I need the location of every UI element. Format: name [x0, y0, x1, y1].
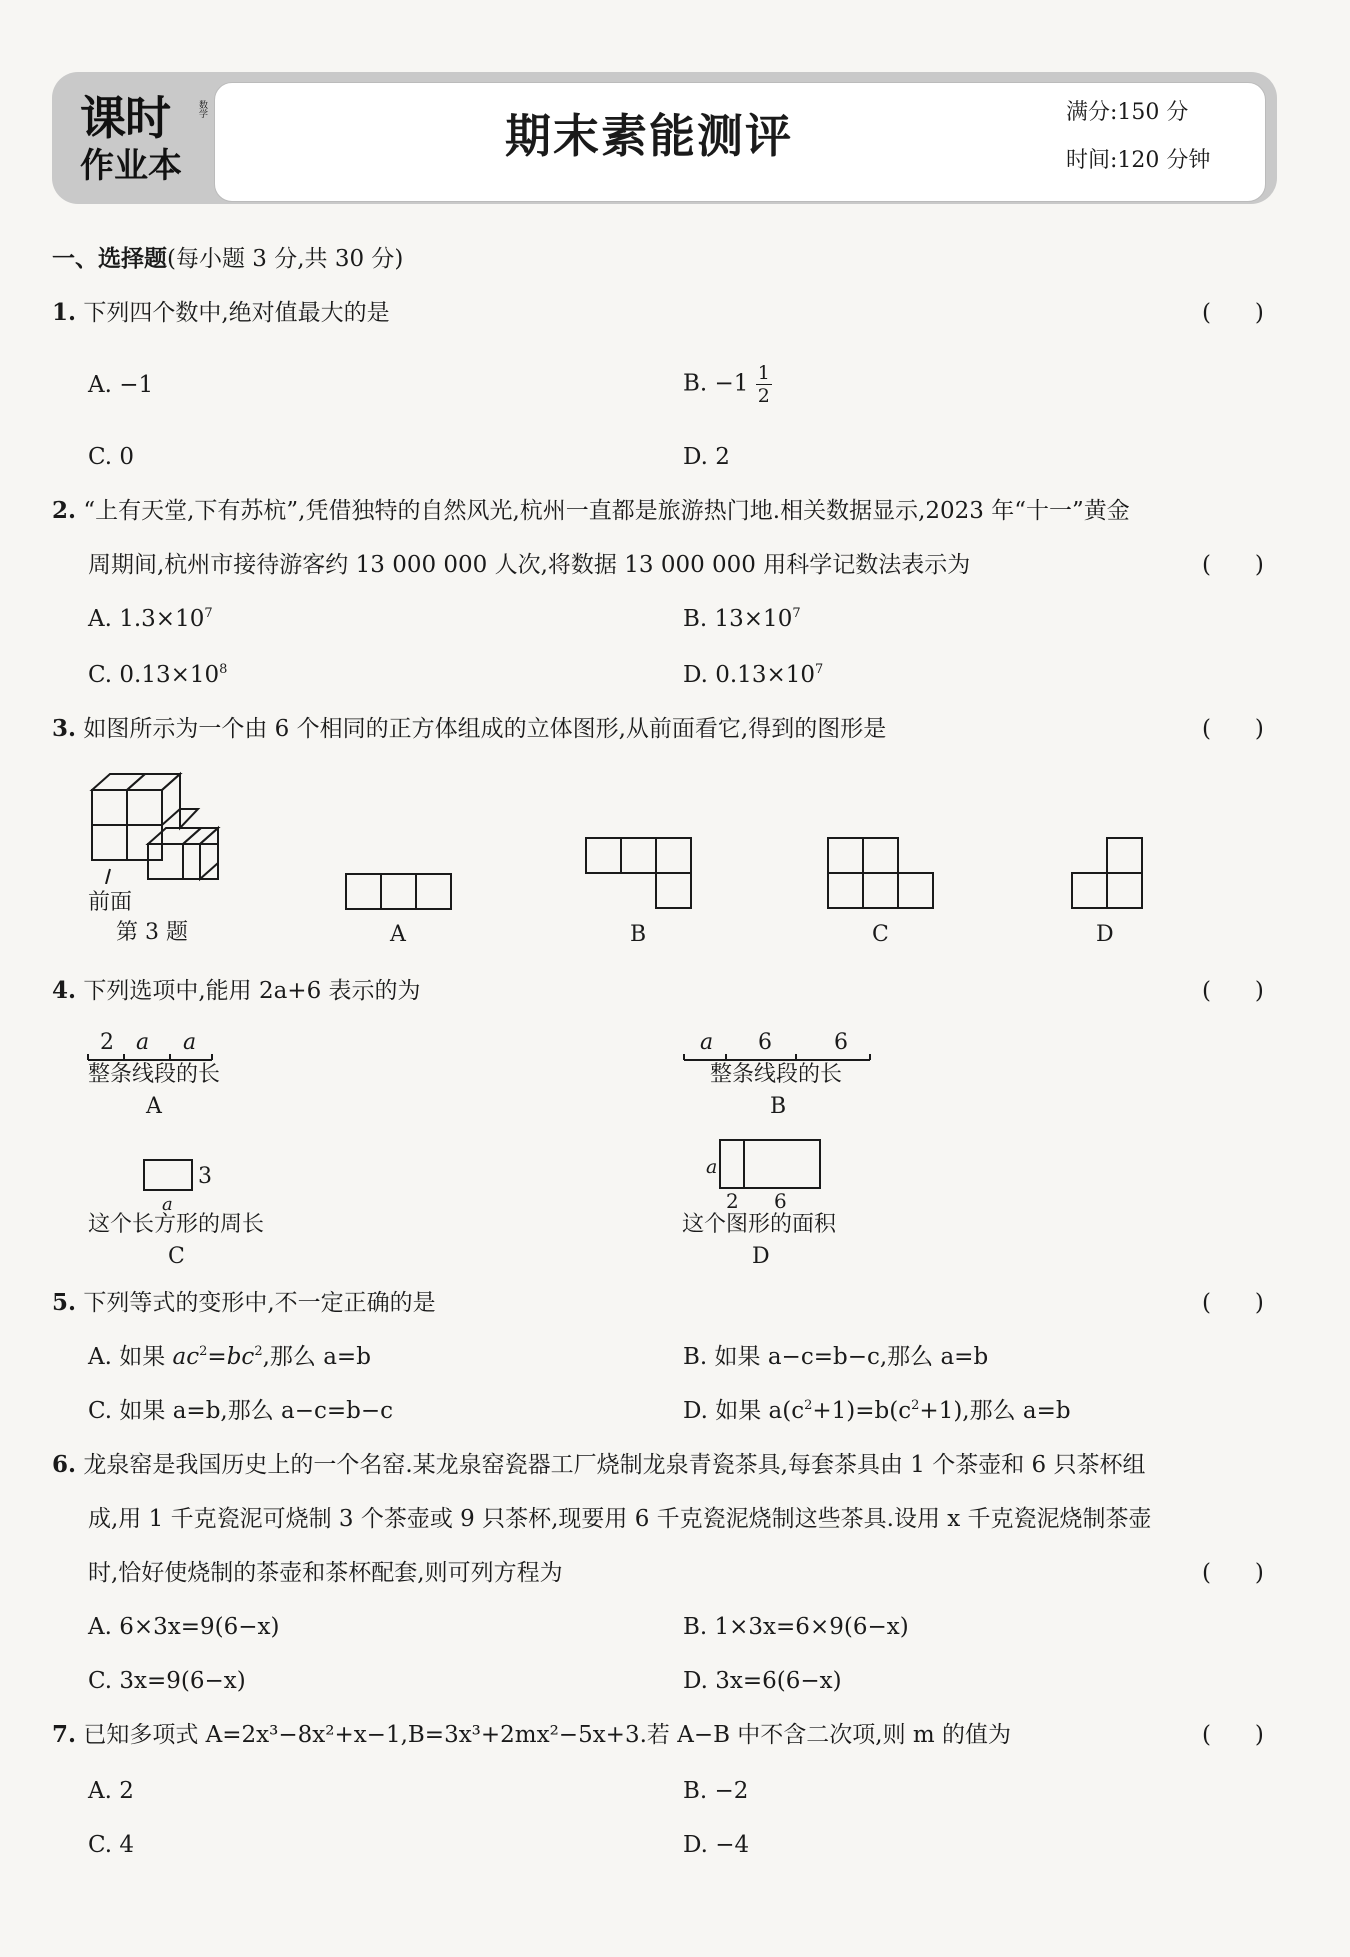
fraction-denominator: 2 [757, 385, 770, 407]
answer-blank-5[interactable]: ( ) [1202, 1290, 1264, 1316]
q1-option-c: C. 0 [88, 444, 135, 470]
option-tail: ,那么 a=b [262, 1344, 371, 1370]
brand-logo [72, 92, 212, 192]
q2-option-b [683, 604, 801, 634]
answer-blank-7[interactable]: ( ) [1202, 1722, 1264, 1748]
q1-option-a: A. −1 [88, 372, 154, 398]
q5-option-d: D. 如果 $a(c^2+1)=b(c^2+1)$,那么 a=b [683, 1398, 1071, 1424]
q5-option-b: B. 如果 a−c=b−c,那么 a=b [683, 1344, 989, 1370]
q4c-rectangle [140, 1158, 196, 1194]
q4b-seg-6b: 6 [834, 1030, 848, 1055]
question-stem-line1: “上有天堂,下有苏杭”,凭借独特的自然风光,杭州一直都是旅游热门地.相关数据显示,2023 年“十一”黄金 [83, 498, 1130, 524]
option-text: A. 如果 [88, 1344, 173, 1370]
option-text: A. 1.3×10 [88, 606, 205, 632]
q6-option-d: D. 3x=6(6−x) [683, 1668, 842, 1694]
q1-option-d: D. 2 [683, 444, 730, 470]
section-title: 一、选择题 [52, 245, 167, 272]
q4c-caption: 这个长方形的周长 [88, 1212, 265, 1237]
exam-time: 时间:120 分钟 [1066, 148, 1211, 173]
question-3 [52, 714, 886, 744]
answer-blank-4[interactable]: ( ) [1202, 978, 1264, 1004]
question-2 [52, 496, 1130, 526]
question-number: 7. [52, 1721, 77, 1748]
question-number: 1. [52, 299, 77, 326]
question-1 [52, 298, 390, 328]
q5-option-a: A. 如果 $ac^2=bc^2$,那么 a=b [88, 1344, 371, 1370]
option-b-prefix: B. −1 [683, 370, 749, 397]
q7-option-a: A. 2 [88, 1778, 134, 1804]
q2-option-c [88, 660, 227, 690]
fraction-one-half [756, 362, 772, 407]
q4c-bottom-a: a [162, 1194, 173, 1215]
question-stem: 已知多项式 A=2x³−8x²+x−1,B=3x³+2mx²−5x+3.若 A−B 中不含二次项,则 m 的值为 [83, 1722, 1012, 1748]
q3-label-b: B [630, 922, 647, 947]
q4-label-d: D [752, 1244, 770, 1269]
option-tail: +1),那么 a=b [919, 1398, 1071, 1424]
question-number: 3. [52, 715, 77, 742]
option-text: D. 0.13×10 [683, 662, 815, 688]
brand-line2: 作业本 [80, 146, 182, 186]
question-stem-line2: 周期间,杭州市接待游客约 13 000 000 人次,将数据 13 000 000 用科学记数法表示为 [88, 552, 971, 578]
page-title: 期末素能测评 [505, 109, 793, 163]
question-stem: 下列四个数中,绝对值最大的是 [83, 300, 390, 326]
q6-option-a: A. 6×3x=9(6−x) [88, 1614, 280, 1640]
question-stem: 下列等式的变形中,不一定正确的是 [83, 1290, 436, 1316]
q3-option-d-figure [1070, 836, 1146, 912]
q3-label-c: C [872, 922, 889, 947]
q5-option-c: C. 如果 a=b,那么 a−c=b−c [88, 1398, 394, 1424]
brand-line1: 课时 [80, 91, 170, 145]
front-label: 前面 [88, 890, 133, 915]
cube-solid-figure [80, 764, 230, 884]
question-stem-line1: 龙泉窑是我国历史上的一个名窑.某龙泉窑瓷器工厂烧制龙泉青瓷茶具,每套茶具由 1 个茶壶和 6 只茶杯组 [83, 1452, 1146, 1478]
q4b-caption: 整条线段的长 [710, 1062, 843, 1087]
question-number: 4. [52, 977, 77, 1004]
fraction-numerator: 1 [757, 362, 770, 384]
q6-option-b: B. 1×3x=6×9(6−x) [683, 1614, 909, 1640]
question-stem: 下列选项中,能用 2a+6 表示的为 [83, 978, 421, 1004]
q3-option-a-figure [344, 872, 454, 912]
answer-blank-6[interactable]: ( ) [1202, 1560, 1264, 1586]
q4a-caption: 整条线段的长 [88, 1062, 221, 1087]
q4a-seg-2: 2 [100, 1030, 114, 1055]
full-score: 满分:150 分 [1066, 100, 1189, 125]
q7-option-b: B. −2 [683, 1778, 749, 1804]
exponent: 7 [204, 606, 213, 621]
q4d-side-a: a [706, 1156, 718, 1178]
q1-option-b [683, 362, 772, 407]
question-number: 6. [52, 1451, 77, 1478]
question-stem-line2: 成,用 1 千克瓷泥可烧制 3 个茶壶或 9 只茶杯,现要用 6 千克瓷泥烧制这些茶具.设用 x 千克瓷泥烧制茶壶 [88, 1506, 1152, 1532]
q7-option-c: C. 4 [88, 1832, 135, 1858]
q4-label-b: B [770, 1094, 787, 1119]
q4a-seg-a2: a [183, 1030, 197, 1055]
answer-blank-1[interactable]: ( ) [1202, 300, 1264, 326]
exponent: 7 [815, 662, 824, 677]
answer-blank-2[interactable]: ( ) [1202, 552, 1264, 578]
q2-option-d [683, 660, 823, 690]
question-number: 2. [52, 497, 77, 524]
q4a-seg-a1: a [136, 1030, 150, 1055]
q4d-bottom-6: 6 [774, 1189, 787, 1213]
q4b-seg-a: a [700, 1030, 714, 1055]
question-5 [52, 1288, 436, 1318]
exponent: 7 [792, 606, 801, 621]
q3-label-d: D [1096, 922, 1114, 947]
q6-option-c: C. 3x=9(6−x) [88, 1668, 246, 1694]
q4c-side-3: 3 [198, 1164, 212, 1189]
question-7 [52, 1720, 1011, 1750]
section-note: (每小题 3 分,共 30 分) [167, 246, 404, 272]
exponent: 8 [219, 662, 228, 677]
q4d-composite-rectangle [718, 1138, 824, 1192]
question-stem-line3: 时,恰好使烧制的茶壶和茶杯配套,则可列方程为 [88, 1560, 563, 1586]
question-4 [52, 976, 421, 1006]
option-text: B. 13×10 [683, 606, 793, 632]
q4d-bottom-2: 2 [726, 1189, 739, 1213]
question-6 [52, 1450, 1145, 1480]
q4d-caption: 这个图形的面积 [682, 1212, 837, 1237]
section-heading [52, 244, 403, 274]
option-text: D. 如果 a(c [683, 1398, 805, 1424]
brand-small: 数学 [197, 100, 207, 118]
q2-option-a [88, 604, 213, 634]
q4b-seg-6a: 6 [758, 1030, 772, 1055]
q3-label-a: A [390, 922, 406, 947]
question-number: 5. [52, 1289, 77, 1316]
q3-option-c-figure [826, 836, 936, 912]
answer-blank-3[interactable]: ( ) [1202, 716, 1264, 742]
q4-label-a: A [146, 1094, 162, 1119]
option-mid: +1)=b(c [812, 1398, 912, 1424]
q7-option-d: D. −4 [683, 1832, 750, 1858]
figure-caption: 第 3 题 [116, 920, 188, 945]
q4-label-c: C [168, 1244, 185, 1269]
option-text: C. 0.13×10 [88, 662, 220, 688]
question-stem: 如图所示为一个由 6 个相同的正方体组成的立体图形,从前面看它,得到的图形是 [83, 716, 887, 742]
q3-option-b-figure [584, 836, 694, 912]
